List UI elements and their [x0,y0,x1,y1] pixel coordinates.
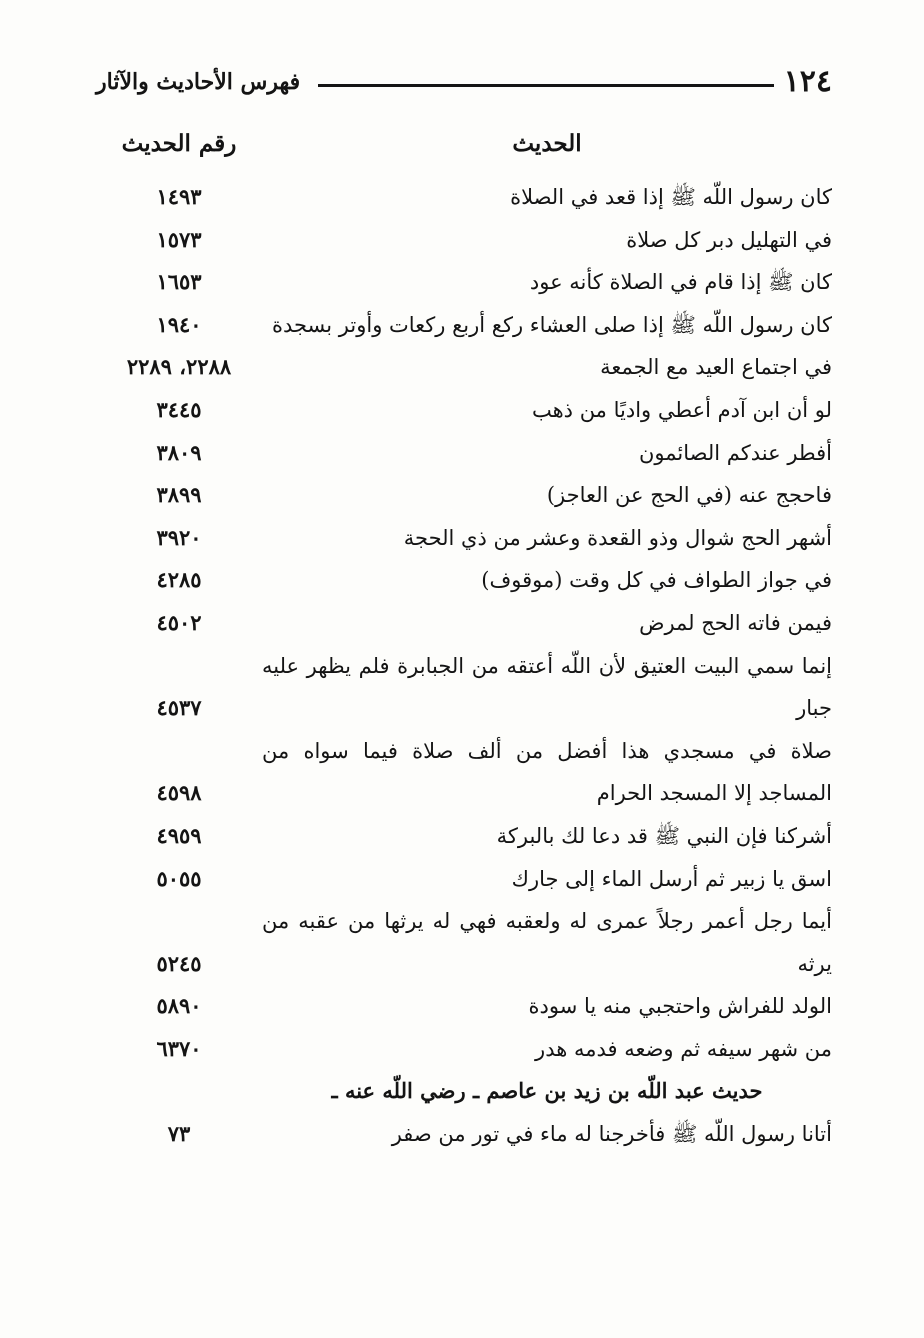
hadith-number: ٣٤٤٥ [156,396,202,422]
hadith-number: ١٥٧٣ [156,226,202,252]
running-title: فهرس الأحاديث والآثار [96,69,301,95]
index-entry [96,261,832,304]
column-header-hadith: الحديث [512,130,582,157]
index-entry [96,645,832,730]
hadith-text: في التهليل دبر كل صلاة [626,227,832,252]
index-entry [96,1028,832,1071]
index-entry [96,389,832,432]
hadith-text: اسق يا زبير ثم أرسل الماء إلى جارك [511,866,832,891]
hadith-number: ٥٠٥٥ [156,865,202,891]
hadith-text: فيمن فاته الحج لمرض [639,610,832,635]
hadith-number: ٣٩٢٠ [156,524,202,550]
page-number: ١٢٤ [783,64,832,99]
hadith-text: في جواز الطواف في كل وقت (موقوف) [481,568,832,593]
index-entry [96,602,832,645]
index-entry [96,432,832,475]
hadith-number: ٤٥٩٨ [156,780,202,806]
index-entry [96,1113,832,1156]
hadith-number: ٤٥٣٧ [156,695,202,721]
hadith-number: ١٩٤٠ [156,311,202,337]
hadith-number: ٧٣ [167,1121,191,1147]
hadith-number: ١٦٥٣ [156,269,202,295]
column-headers [96,124,832,164]
hadith-text: أفطر عندكم الصائمون [639,440,832,465]
index-entry [96,474,832,517]
hadith-text: كان رسول اللّه ﷺ إذا قعد في الصلاة [510,185,832,209]
hadith-number: ٣٨٠٩ [156,439,202,465]
hadith-text: إنما سمي البيت العتيق لأن اللّه أعتقه من الجبابرة فلم يظهر عليه جبار [262,653,832,721]
hadith-text: أشركنا فإن النبي ﷺ قد دعا لك بالبركة [496,823,832,848]
running-header [96,62,832,102]
index-entry [96,559,832,602]
index-entry [96,730,832,815]
hadith-number: ٤٢٨٥ [156,567,202,593]
section-heading: حديث عبد اللّه بن زيد بن عاصم ـ رضي اللّه عنه ـ [331,1078,763,1104]
column-header-number: رقم الحديث [121,130,237,157]
hadith-text: أيما رجل أعمر رجلاً عمرى له ولعقبه فهي له يرثها من عقبه من يرثه [262,909,832,976]
index-entry [96,815,832,858]
hadith-text: من شهر سيفه ثم وضعه فدمه هدر [535,1036,832,1061]
hadith-text: صلاة في مسجدي هذا أفضل من ألف صلاة فيما سواه من المساجد إلا المسجد الحرام [262,738,832,806]
hadith-number: ٤٩٥٩ [156,822,202,848]
index-entry [96,517,832,560]
index-entry [96,900,832,985]
hadith-number: ٢٢٨٨، ٢٢٨٩ [126,354,232,380]
hadith-text: كان ﷺ إذا قام في الصلاة كأنه عود [529,270,832,295]
header-rule [318,84,774,87]
index-entry [96,176,832,219]
hadith-text: أتانا رسول اللّه ﷺ فأخرجنا له ماء في تور من صفر [391,1122,832,1147]
hadith-number: ١٤٩٣ [156,184,202,209]
hadith-text: كان رسول اللّه ﷺ إذا صلى العشاء ركع أربع ركعات وأوتر بسجدة [271,312,832,337]
hadith-text: فاحجج عنه (في الحج عن العاجز) [546,483,832,508]
hadith-index-list [96,176,832,1156]
index-entry [96,985,832,1028]
hadith-number: ٤٥٠٢ [156,609,202,635]
index-entry [96,858,832,901]
hadith-text: أشهر الحج شوال وذو القعدة وعشر من ذي الحجة [403,525,832,550]
hadith-number: ٥٨٩٠ [156,993,202,1019]
index-entry [96,346,832,389]
hadith-number: ٥٢٤٥ [156,950,202,976]
index-entry [96,219,832,262]
hadith-number: ٦٣٧٠ [156,1035,202,1061]
hadith-text: في اجتماع العيد مع الجمعة [600,355,832,380]
index-entry [96,304,832,347]
hadith-number: ٣٨٩٩ [156,482,202,508]
hadith-text: الولد للفراش واحتجبي منه يا سودة [528,994,832,1019]
hadith-text: لو أن ابن آدم أعطي واديًا من ذهب [531,397,832,422]
section-heading-row [96,1070,832,1113]
